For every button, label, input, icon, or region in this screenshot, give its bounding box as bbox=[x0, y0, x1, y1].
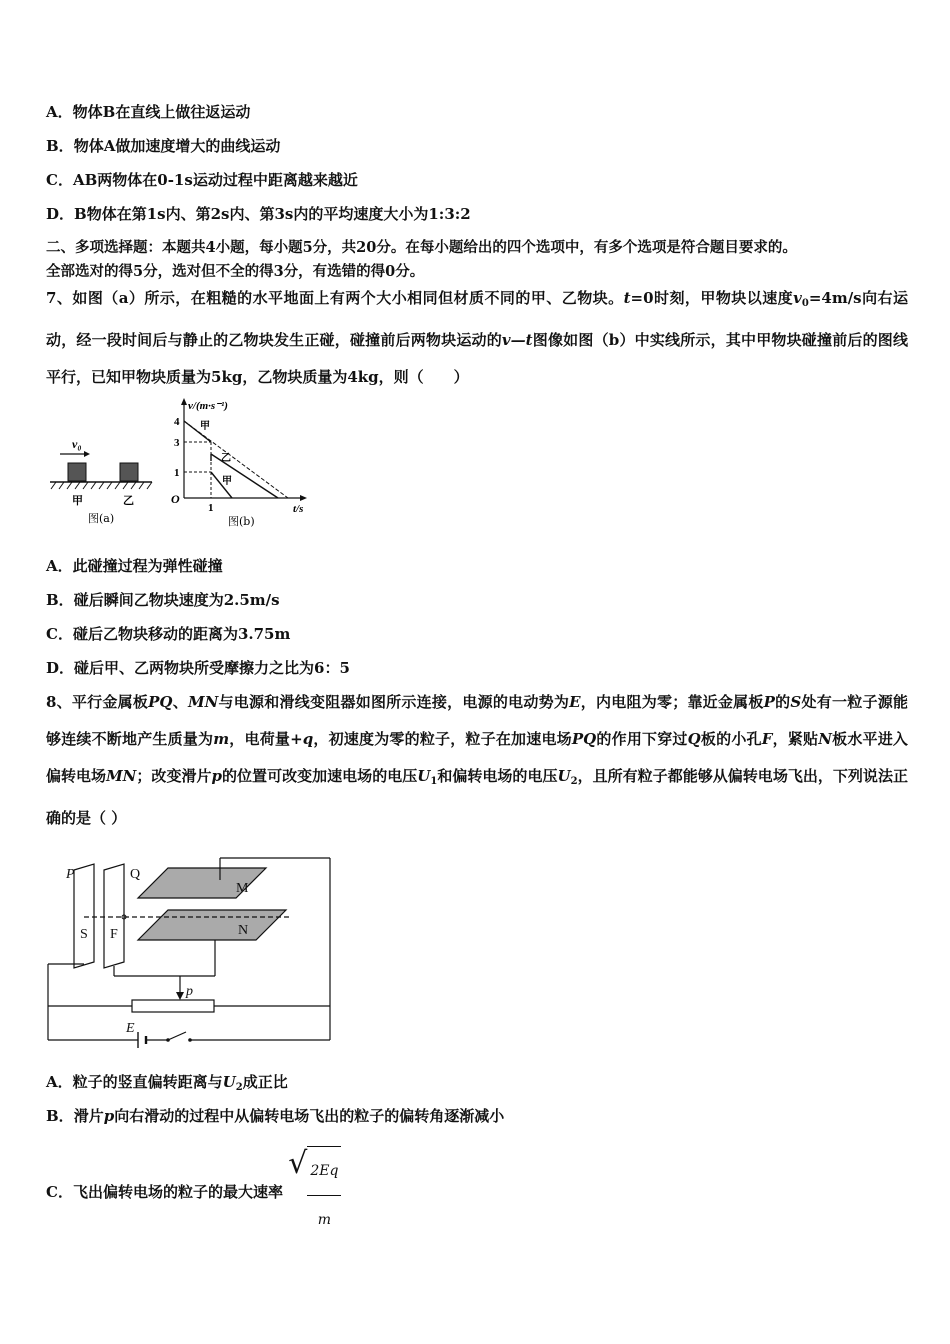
q7-option-b: B．碰后瞬间乙物块速度为2.5m/s bbox=[46, 591, 280, 609]
fig-b-y-tick-1: 1 bbox=[174, 467, 180, 479]
q7-option-a: A．此碰撞过程为弹性碰撞 bbox=[46, 557, 223, 575]
plate-n bbox=[138, 910, 286, 940]
section-heading-line2: 全部选对的得5分，选对但不全的得3分，有选错的得0分。 bbox=[46, 263, 425, 280]
fig-b-origin: O bbox=[171, 492, 180, 506]
fig-a-v0-label: v₀ bbox=[72, 437, 82, 451]
switch-contact bbox=[188, 1038, 192, 1042]
q8-stem: 8、平行金属板PQ、MN与电源和滑线变阻器如图所示连接，电源的电动势为E，内电阻为零；靠近金属板P的S处有一粒子源能够连续不断地产生质量为m，电荷量+q，初速度为零的粒子，粒子在加速电场PQ的作用下穿过Q板的小孔F，紧贴N板水平进入偏转电场MN；改变滑片p的位置可改变加速电场的电压$U_1$和偏转电场的电压$U_2$，且所有粒子都能够从偏转电场飞出，下列说法正确的是（ ） bbox=[46, 693, 908, 827]
fig-a-caption: 图(a) bbox=[88, 512, 115, 525]
plate-p bbox=[74, 864, 94, 968]
section-heading-line1: 二、多项选择题：本题共4小题，每小题5分，共20分。在每小题给出的四个选项中，有多个选项是符合题目要求的。 bbox=[46, 239, 797, 256]
plate-q bbox=[104, 864, 124, 968]
fig-a-yi-label: 乙 bbox=[123, 494, 134, 507]
fig-b-x-tick-1: 1 bbox=[208, 502, 214, 514]
label-s: S bbox=[80, 927, 88, 942]
q8-option-c: C．飞出偏转电场的粒子的最大速率 √ $\frac{2Eq}{m}$ bbox=[46, 1142, 341, 1244]
fig-b-caption: 图(b) bbox=[228, 515, 255, 528]
fig-a-block-yi bbox=[120, 463, 138, 481]
sqrt-expression: √ $\frac{2Eq}{m}$ bbox=[288, 1142, 341, 1244]
label-q-plate: Q bbox=[130, 867, 141, 882]
fig-a-block-jia bbox=[68, 463, 86, 481]
circuit-figure bbox=[40, 850, 340, 1055]
label-m: M bbox=[236, 881, 249, 896]
rheostat bbox=[132, 1000, 214, 1012]
switch-pivot bbox=[166, 1038, 170, 1042]
slider-arrow bbox=[176, 992, 184, 1000]
fig-a-hatch bbox=[51, 482, 152, 489]
figure-a bbox=[46, 432, 158, 532]
q6-option-c: C．AB两物体在0-1s运动过程中距离越来越近 bbox=[46, 171, 358, 189]
label-f: F bbox=[110, 927, 118, 942]
fig-b-y-arrow bbox=[181, 398, 187, 405]
fig-b-yi-label: 乙 bbox=[221, 453, 231, 464]
q7-option-d: D．碰后甲、乙两物块所受摩擦力之比为6：5 bbox=[46, 659, 350, 677]
fig-b-y-tick-3: 3 bbox=[174, 437, 180, 449]
q6-option-d: D．B物体在第1s内、第2s内、第3s内的平均速度大小为1:3:2 bbox=[46, 205, 471, 223]
label-p-plate: P bbox=[66, 867, 75, 882]
fig-b-x-arrow bbox=[300, 495, 307, 501]
label-n: N bbox=[238, 923, 249, 938]
q8-option-a: A．粒子的竖直偏转距离与$U_2$成正比 bbox=[46, 1073, 288, 1093]
q7-option-c: C．碰后乙物块移动的距离为3.75m bbox=[46, 625, 291, 643]
fig-b-y-label: v/(m·s⁻¹) bbox=[188, 400, 228, 412]
q7-stem: 7、如图（a）所示，在粗糙的水平地面上有两个大小相同但材质不同的甲、乙物块。t=0时刻，甲物块以速度$v_0=4m/s$向右运动，经一段时间后与静止的乙物块发生正碰，碰撞前后两物块运动的v—t图像如图（b）中实线所示，其中甲物块碰撞前后的图线平行，已知甲物块质量为5kg，乙物块质量为4kg，则（ ） bbox=[46, 289, 908, 386]
figure-b bbox=[166, 395, 314, 535]
q8-option-b: B．滑片p向右滑动的过程中从偏转电场飞出的粒子的偏转角逐渐减小 bbox=[46, 1107, 505, 1125]
fig-b-jia-label-after: 甲 bbox=[222, 476, 232, 487]
section-heading bbox=[46, 236, 908, 284]
switch-lever bbox=[168, 1032, 186, 1040]
fraction-denominator: m bbox=[317, 1212, 332, 1228]
label-slider-p: p bbox=[186, 984, 193, 999]
fig-a-jia-label: 甲 bbox=[72, 494, 83, 507]
fig-b-x-label: t/s bbox=[293, 503, 304, 515]
q6-option-b: B．物体A做加速度增大的曲线运动 bbox=[46, 137, 281, 155]
fig-a-arrow-head bbox=[84, 451, 90, 457]
fraction-numerator: 2Eq bbox=[307, 1147, 341, 1196]
fig-b-jia-label: 甲 bbox=[200, 421, 210, 432]
q6-option-a: A．物体B在直线上做往返运动 bbox=[46, 103, 251, 121]
label-e: E bbox=[126, 1021, 135, 1036]
fig-b-y-tick-4: 4 bbox=[174, 416, 180, 428]
fraction bbox=[307, 1147, 341, 1244]
